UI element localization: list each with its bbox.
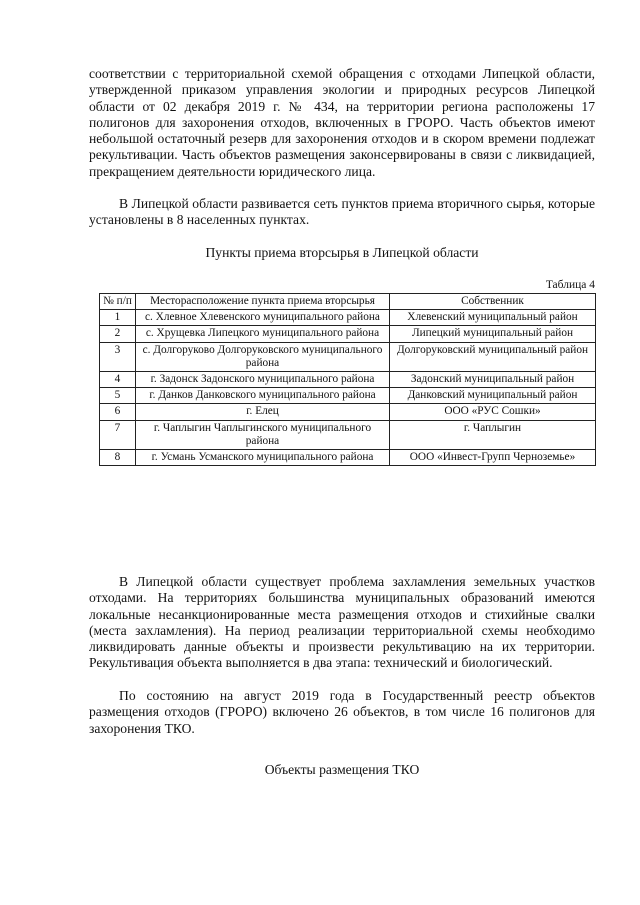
recycling-points-table — [99, 293, 596, 466]
header-owner: Собственник — [390, 294, 596, 310]
table-row — [100, 372, 596, 388]
cell-owner: г. Чаплыгин — [390, 420, 596, 449]
paragraph-recycling-network: В Липецкой области развивается сеть пунктов приема вторичного сырья, которые установлены в 8 населенных пунктах. — [89, 196, 595, 228]
header-location: Месторасположение пункта приема вторсырья — [136, 294, 390, 310]
cell-location: г. Данков Данковского муниципального района — [136, 388, 390, 404]
cell-number: 5 — [100, 388, 136, 404]
table-row — [100, 388, 596, 404]
cell-number: 1 — [100, 310, 136, 326]
cell-location: с. Хлевное Хлевенского муниципального района — [136, 310, 390, 326]
table-row — [100, 404, 596, 420]
cell-owner: ООО «РУС Сошки» — [390, 404, 596, 420]
cell-number: 7 — [100, 420, 136, 449]
cell-location: с. Долгоруково Долгоруковского муниципального района — [136, 342, 390, 371]
cell-number: 6 — [100, 404, 136, 420]
cell-owner: Липецкий муниципальный район — [390, 326, 596, 342]
cell-owner: Долгоруковский муниципальный район — [390, 342, 596, 371]
cell-number: 8 — [100, 450, 136, 466]
table-row — [100, 420, 596, 449]
cell-location: г. Чаплыгин Чаплыгинского муниципального района — [136, 420, 390, 449]
cell-number: 3 — [100, 342, 136, 371]
section-title-recycling-points: Пункты приема вторсырья в Липецкой области — [205, 245, 479, 260]
paragraph-groro-registry: По состоянию на август 2019 года в Государственный реестр объектов размещения отходов (ГРОРО) включено 26 объектов, в том числе 16 полигонов для захоронения ТКО. — [89, 688, 595, 736]
table-row — [100, 310, 596, 326]
cell-number: 2 — [100, 326, 136, 342]
header-number: № п/п — [100, 294, 136, 310]
paragraph-territorial-scheme: соответствии с территориальной схемой обращения с отходами Липецкой области, утвержденной приказом управления экологии и природных ресурсов Липецкой области от 02 декабря 2019 г. № 434, на территории региона расположены 17 полигонов для захоронения отходов, включенных в ГРОРО. Часть объектов имеют небольшой остаточный резерв для захоронения отходов и в скором времени подлежат рекультивации. Часть объектов размещения законсервированы в связи с ликвидацией, прекращением деятельности юридического лица. — [89, 66, 595, 179]
table-row — [100, 342, 596, 371]
cell-location: г. Задонск Задонского муниципального района — [136, 372, 390, 388]
cell-number: 4 — [100, 372, 136, 388]
paragraph-land-littering: В Липецкой области существует проблема захламления земельных участков отходами. На территориях большинства муниципальных образований имеются локальные несанкционированные места размещения отходов и стихийные свалки (места захламления). На период реализации территориальной схемы необходимо ликвидировать данные объекты и произвести рекультивацию на их территории. Рекультивация объекта выполняется в два этапа: технический и биологический. — [89, 574, 595, 671]
table-row — [100, 450, 596, 466]
cell-location: г. Елец — [136, 404, 390, 420]
section-title-tko-objects: Объекты размещения ТКО — [264, 762, 420, 777]
table-header-row — [100, 294, 596, 310]
cell-location: г. Усмань Усманского муниципального района — [136, 450, 390, 466]
cell-owner: Хлевенский муниципальный район — [390, 310, 596, 326]
cell-owner: Данковский муниципальный район — [390, 388, 596, 404]
cell-owner: Задонский муниципальный район — [390, 372, 596, 388]
table-caption: Таблица 4 — [545, 279, 595, 291]
cell-location: с. Хрущевка Липецкого муниципального района — [136, 326, 390, 342]
table-row — [100, 326, 596, 342]
cell-owner: ООО «Инвест-Групп Черноземье» — [390, 450, 596, 466]
